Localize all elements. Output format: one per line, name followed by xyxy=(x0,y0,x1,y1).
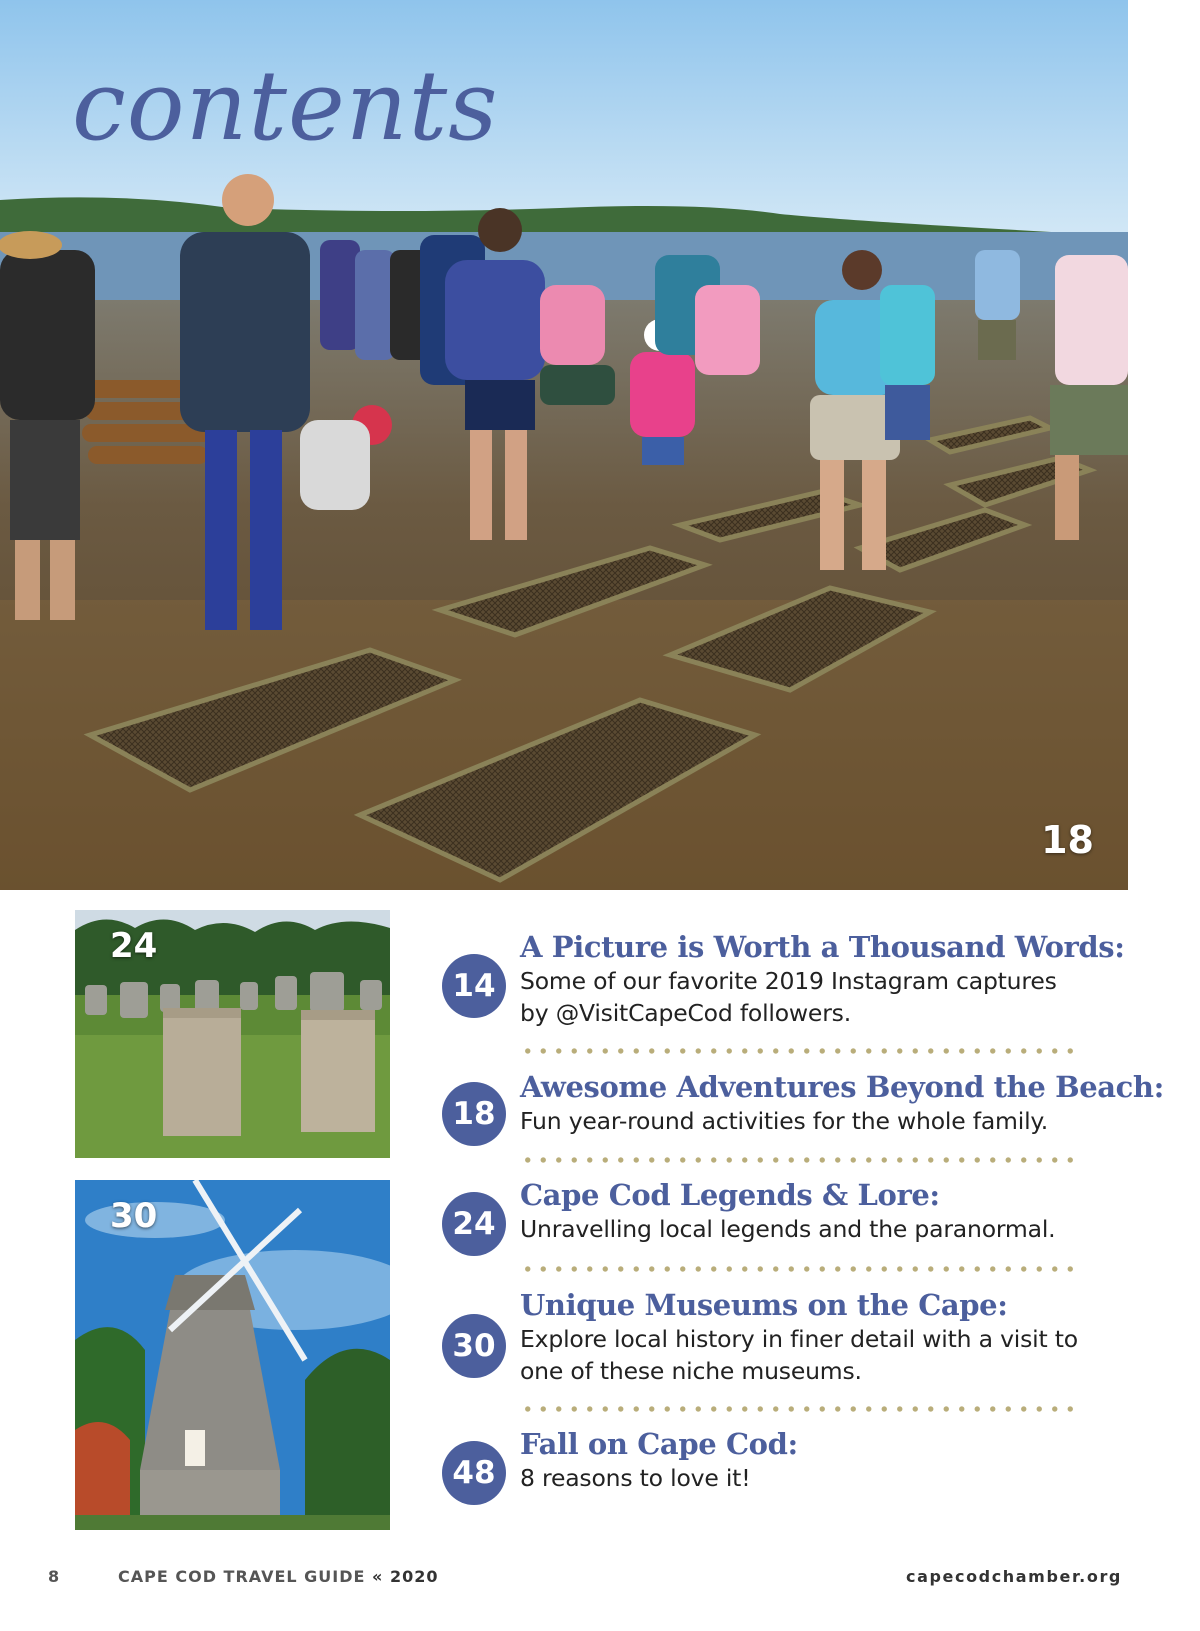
toc-description xyxy=(520,1105,1120,1137)
thumbnail-page-number: 30 xyxy=(110,1196,158,1236)
toc-description-line: Unravelling local legends and the paranormal. xyxy=(520,1215,1056,1243)
toc-heading: Unique Museums on the Cape: xyxy=(520,1288,1008,1322)
thumbnail-cemetery xyxy=(75,910,390,1158)
page-badge: 18 xyxy=(442,1082,506,1146)
toc-heading: Cape Cod Legends & Lore: xyxy=(520,1178,940,1212)
footer-separator: « xyxy=(372,1567,384,1586)
footer-publication xyxy=(118,1567,438,1586)
dotted-divider xyxy=(520,1048,1080,1054)
dotted-divider xyxy=(520,1406,1080,1412)
page-footer xyxy=(0,1567,1200,1597)
thumbnail-page-number: 24 xyxy=(110,926,158,966)
toc-heading: Awesome Adventures Beyond the Beach: xyxy=(520,1070,1164,1104)
toc-description-line: Explore local history in finer detail with a visit to xyxy=(520,1325,1078,1353)
page-badge: 24 xyxy=(442,1192,506,1256)
footer-website-link[interactable]: capecodchamber.org xyxy=(906,1567,1122,1586)
toc-description xyxy=(520,1462,1120,1494)
dotted-divider xyxy=(520,1266,1080,1272)
thumbnail-windmill xyxy=(75,1180,390,1530)
page-badge: 30 xyxy=(442,1314,506,1378)
toc-description-line: Some of our favorite 2019 Instagram captures xyxy=(520,967,1057,995)
dotted-divider xyxy=(520,1157,1080,1163)
toc-heading: A Picture is Worth a Thousand Words: xyxy=(520,930,1125,964)
footer-page-number: 8 xyxy=(48,1567,61,1586)
toc-description xyxy=(520,1323,1120,1387)
toc-description-line: by @VisitCapeCod followers. xyxy=(520,999,851,1027)
page-badge: 14 xyxy=(442,954,506,1018)
page-badge: 48 xyxy=(442,1441,506,1505)
footer-publication-name: CAPE COD TRAVEL GUIDE xyxy=(118,1567,366,1586)
toc-description-line: one of these niche museums. xyxy=(520,1357,862,1385)
toc-description-line: 8 reasons to love it! xyxy=(520,1464,751,1492)
toc-heading: Fall on Cape Cod: xyxy=(520,1427,798,1461)
footer-year: 2020 xyxy=(389,1567,439,1586)
page-title: contents xyxy=(72,50,499,162)
toc-description xyxy=(520,1213,1120,1245)
toc-description-line: Fun year-round activities for the whole family. xyxy=(520,1107,1049,1135)
toc-description xyxy=(520,965,1120,1029)
hero-page-number: 18 xyxy=(1041,818,1094,862)
